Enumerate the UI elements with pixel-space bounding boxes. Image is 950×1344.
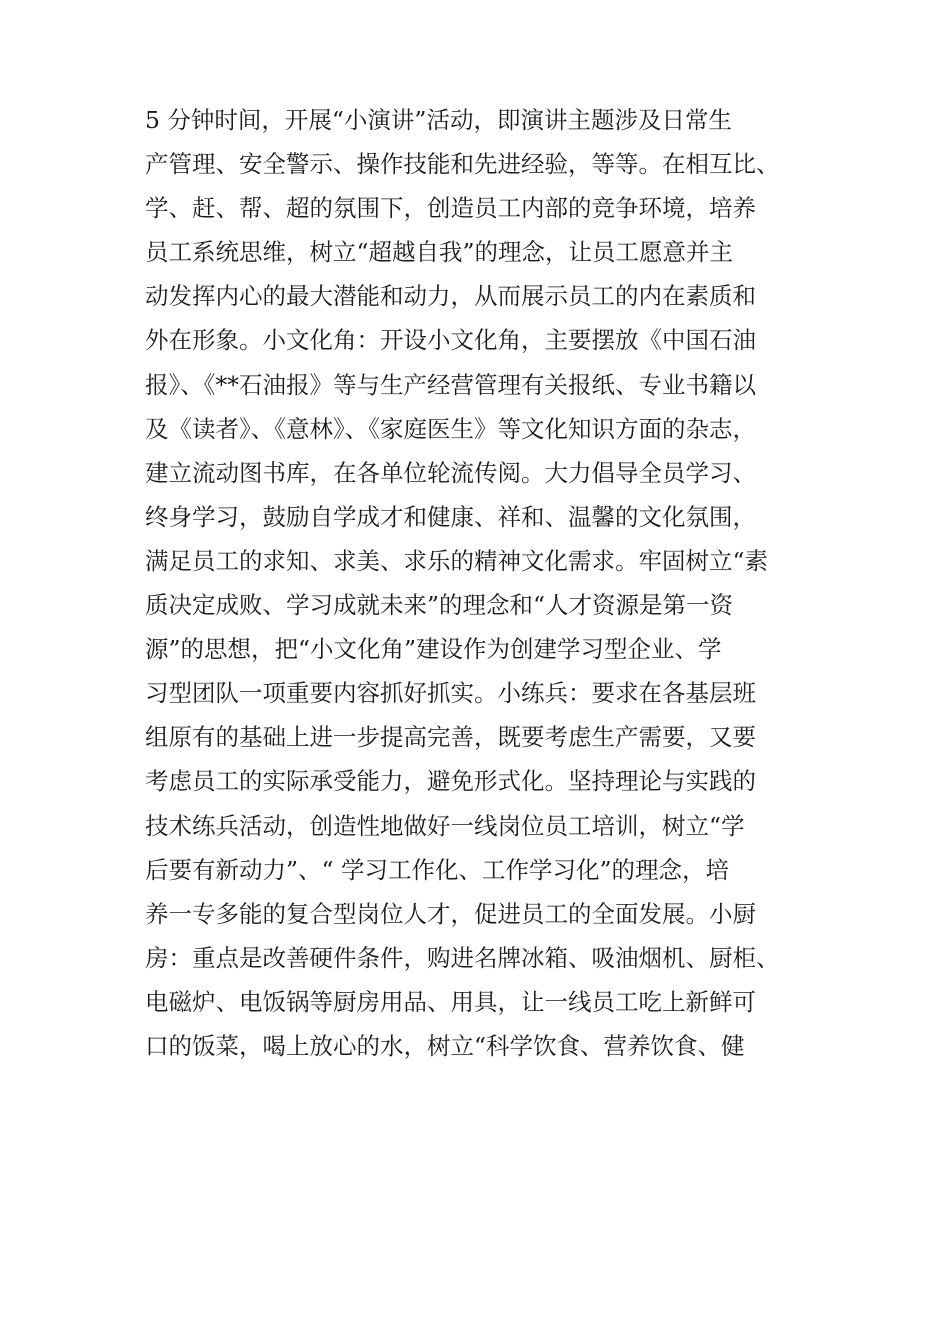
text-line-13: 源”的思想，把“小文化角”建设作为创建学习型企业、学: [145, 635, 722, 664]
text-line-22: 口的饭菜，喝上放心的水，树立“科学饮食、营养饮食、健: [145, 1031, 745, 1060]
text-line-7: 报》、《**石油报》等与生产经营管理有关报纸、专业书籍以: [145, 370, 756, 399]
text-line-14: 习型团队一项重要内容抓好抓实。小练兵：要求在各基层班: [145, 679, 756, 708]
text-line-5: 动发挥内心的最大潜能和动力，从而展示员工的内在素质和: [145, 282, 756, 311]
text-line-19: 养一专多能的复合型岗位人才，促进员工的全面发展。小厨: [145, 899, 756, 928]
text-line-10: 终身学习，鼓励自学成才和健康、祥和、温馨的文化氛围，: [145, 502, 756, 531]
text-line-8: 及《读者》、《意林》、《家庭医生》等文化知识方面的杂志，: [145, 414, 756, 443]
text-line-2: 产管理、安全警示、操作技能和先进经验，等等。在相互比、: [145, 150, 780, 179]
text-line-6: 外在形象。小文化角：开设小文化角，主要摆放《中国石油: [145, 326, 756, 355]
text-line-15: 组原有的基础上进一步提高完善，既要考虑生产需要，又要: [145, 723, 756, 752]
text-line-3: 学、赶、帮、超的氛围下，创造员工内部的竞争环境，培养: [145, 194, 756, 223]
body-text: [145, 98, 815, 1068]
text-line-1: 5 分钟时间，开展“小演讲”活动，即演讲主题涉及日常生: [145, 106, 732, 134]
text-line-9: 建立流动图书库，在各单位轮流传阅。大力倡导全员学习、: [145, 458, 756, 487]
text-line-21: 电磁炉、电饭锅等厨房用品、用具，让一线员工吃上新鲜可: [145, 987, 756, 1016]
text-line-11: 满足员工的求知、求美、求乐的精神文化需求。牢固树立“素: [145, 546, 769, 575]
text-line-18: 后要有新动力”、“ 学习工作化、工作学习化”的理念，培: [145, 855, 730, 884]
text-line-20: 房：重点是改善硬件条件，购进名牌冰箱、吸油烟机、厨柜、: [145, 943, 780, 972]
text-line-17: 技术练兵活动，创造性地做好一线岗位员工培训，树立“学: [145, 811, 745, 840]
text-line-4: 员工系统思维，树立“超越自我”的理念，让员工愿意并主: [145, 238, 734, 267]
text-line-12: 质决定成败、学习成就未来”的理念和“人才资源是第一资: [145, 591, 734, 620]
text-line-16: 考虑员工的实际承受能力，避免形式化。坚持理论与实践的: [145, 767, 756, 796]
